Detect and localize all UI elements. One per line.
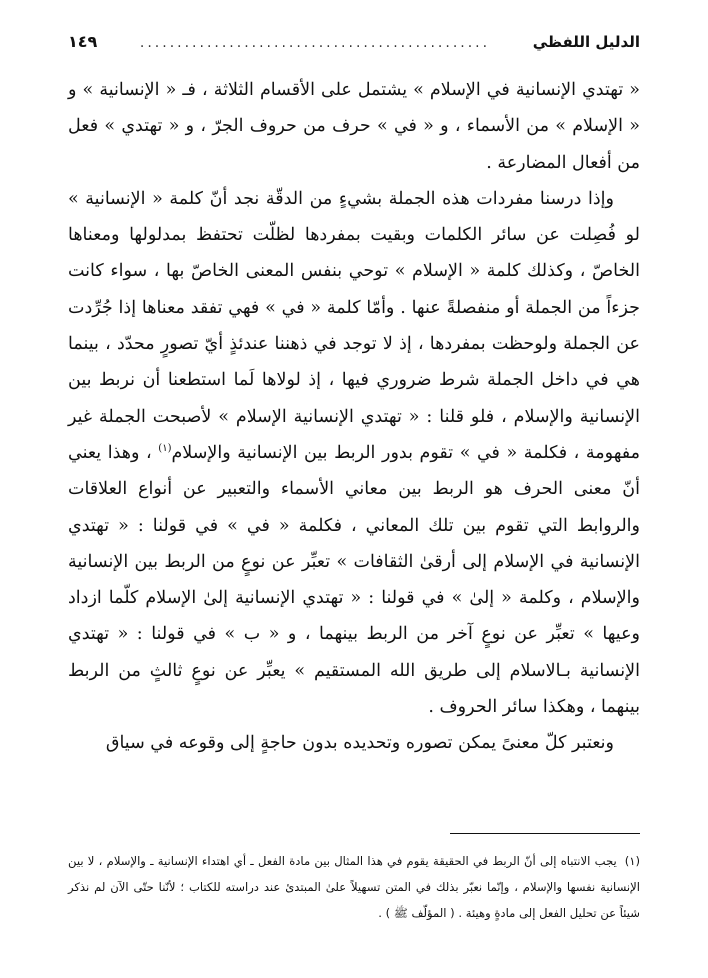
running-header (68, 32, 640, 62)
paragraph-text: ، وهذا يعني أنّ معنى الحرف هو الربط بين معاني الأسماء والتعبير عن أنواع العلاقات والروابط التي تقوم بين تلك المعاني ، فكلمة « في » في قولنا : « تهتدي الإنسانية في الإسلام إلى أرقىٰ الثقافات » تعبِّر عن نوعٍ من الربط بين الإنسانية والإسلام ، وكلمة « إلىٰ » في قولنا : « تهتدي الإنسانية إلىٰ الإسلام كلّما ازداد وعيها » تعبِّر عن نوعٍ آخر من الربط بينهما ، و « ب » في قولنا : « تهتدي الإنسانية بـالاسلام إلى طريق الله المستقيم » يعبِّر عن نوعٍ ثالثٍ من الربط بينهما ، وهكذا سائر الحروف . (68, 442, 640, 718)
paragraph: « تهتدي الإنسانية في الإسلام » يشتمل على الأقسام الثلاثة ، فـ « الإنسانية » و « الإسلام » من الأسماء ، و « في » حرف من حروف الجرّ ، و « تهتدي » فعل من أفعال المضارعة . (68, 80, 640, 173)
paragraph: ونعتبر كلّ معنىً يمكن تصوره وتحديده بدون حاجةٍ إلى وقوعه في سياق (105, 733, 614, 754)
paragraph (68, 181, 640, 725)
footnote-reference[interactable]: (١) (158, 443, 172, 455)
main-text (68, 72, 640, 762)
chapter-title: الدليل اللفظي (532, 33, 640, 51)
footnote (68, 848, 640, 926)
paragraph-text: وإذا درسنا مفردات هذه الجملة بشيءٍ من الدقّة نجد أنّ كلمة « الإنسانية » لو فُصِلت عن سائر الكلمات وبقيت بمفردها لظلّت تحتفظ بمدلولها ومعناها الخاصّ ، وكذلك كلمة « الإسلام » توحي بنفس المعنى الخاصّ بها ، سواء كانت جزءاً من الجملة أو منفصلةً عنها . وأمّا كلمة « في » فهي تفقد معناها إذا جُرِّدت عن الجملة ولوحظت بمفردها ، إذ لا توجد في ذهننا عندئذٍ أيّ تصورٍ محدّد ، بينما هي في داخل الجملة شرط ضروري فيها ، إذ لولاها لَما استطعنا أن نربط بين الإنسانية والإسلام ، فلو قلنا : « تهتدي الإنسانية الإسلام » لأصبحت الجملة غير مفهومة ، فكلمة « في » تقوم بدور الربط بين الإنسانية والإسلام (68, 188, 640, 463)
footnote-separator (450, 833, 640, 834)
footnote-text: يجب الانتباه إلى أنّ الربط في الحقيقة يقوم في هذا المثال بين مادة الفعل ـ أي اهتداء الإنسانية ـ والإسلام ، لا بين الإنسانية نفسها والإسلام ، وإنّما نعبّر بذلك في المتن تسهيلاً علىٰ المبتدئ عند دراسته للكتاب ؛ لأنّنا حتّى الآن لم نذكر شيئاً عن تحليل الفعل إلى مادةٍ وهيئة . ( المؤلّف ﷺ ) . (68, 854, 640, 920)
footnote-number: (١) (624, 854, 640, 868)
page-number: ١٤٩ (68, 32, 98, 51)
leader-dots: ............................................... (139, 35, 491, 51)
